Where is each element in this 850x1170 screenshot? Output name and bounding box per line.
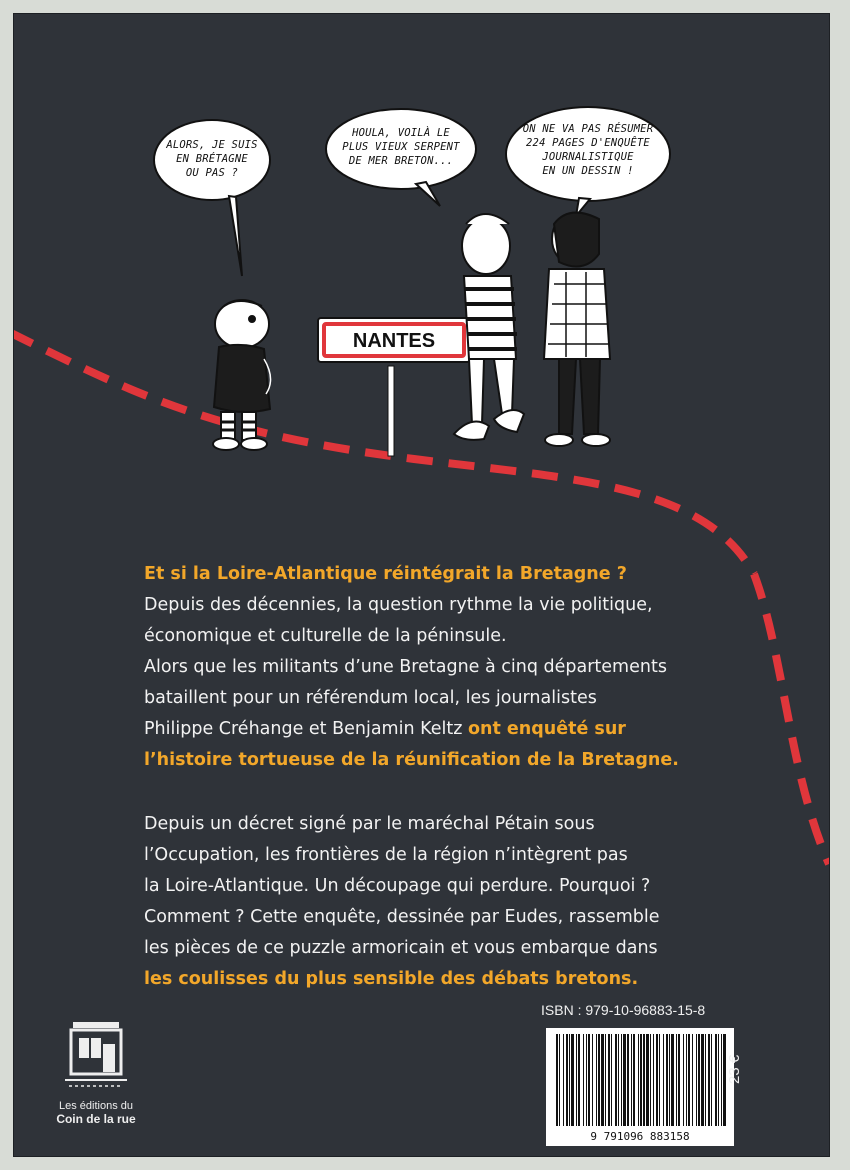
barcode-bar	[718, 1034, 719, 1126]
barcode-bar	[708, 1034, 710, 1126]
barcode-bar	[640, 1034, 642, 1126]
blurb-highlight: les coulisses du plus sensible des débats bretons.	[144, 969, 639, 989]
barcode-bar	[596, 1034, 597, 1126]
barcode-bar	[611, 1034, 612, 1126]
barcode-bar	[588, 1034, 590, 1126]
blurb-highlight: ont enquêté sur	[467, 719, 626, 739]
book-back-cover	[14, 14, 829, 1156]
blurb-highlight: l’histoire tortueuse de la réunification de la Bretagne.	[144, 750, 679, 770]
barcode-bar	[631, 1034, 632, 1126]
barcode-bar	[686, 1034, 687, 1126]
publisher-line-2: Coin de la rue	[56, 1112, 136, 1126]
barcode-bar	[576, 1034, 577, 1126]
blurb-line: Depuis des décennies, la question rythme la vie politique,	[144, 595, 653, 615]
barcode-bar	[643, 1034, 645, 1126]
barcode-bar	[592, 1034, 593, 1126]
barcode-bar	[627, 1034, 629, 1126]
barcode-bar	[586, 1034, 587, 1126]
publisher-logo	[36, 1014, 156, 1126]
bubble-right-line-2: 224 PAGES D'ENQUÊTE	[526, 137, 650, 149]
blurb-lead: Et si la Loire-Atlantique réintégrait la Bretagne ?	[144, 564, 627, 584]
barcode-bar	[692, 1034, 693, 1126]
barcode-bar	[671, 1034, 674, 1126]
bubble-right-line-4: EN UN DESSIN !	[542, 165, 634, 177]
barcode-bar	[701, 1034, 704, 1126]
barcode-bar	[646, 1034, 649, 1126]
barcode-bar	[583, 1034, 584, 1126]
dashed-border-line-lower	[14, 14, 829, 1156]
publisher-house-icon	[61, 1014, 131, 1092]
barcode-bar	[663, 1034, 664, 1126]
blurb-line: économique et culturelle de la péninsule.	[144, 626, 507, 646]
barcode-bar	[698, 1034, 700, 1126]
blurb-line: la Loire-Atlantique. Un découpage qui perdure. Pourquoi ?	[144, 876, 651, 896]
barcode-bar	[666, 1034, 668, 1126]
barcode-bar	[621, 1034, 622, 1126]
blurb-line: bataillent pour un référendum local, les journalistes	[144, 688, 597, 708]
bubble-right-line-1: ON NE VA PAS RÉSUMER	[522, 123, 654, 135]
barcode-bar	[650, 1034, 651, 1126]
barcode-bar	[618, 1034, 619, 1126]
barcode-bar	[705, 1034, 706, 1126]
bubble-middle-line-3: DE MER BRETON...	[348, 155, 454, 167]
bubble-left-line-2: EN BRÉTAGNE	[176, 153, 248, 165]
barcode-bar	[721, 1034, 722, 1126]
bubble-middle-line-2: PLUS VIEUX SERPENT	[342, 141, 460, 153]
barcode-bar	[623, 1034, 626, 1126]
barcode-bar	[566, 1034, 568, 1126]
barcode-bar	[608, 1034, 610, 1126]
barcode-bar	[656, 1034, 658, 1126]
barcode-bar	[669, 1034, 670, 1126]
barcode-bar	[559, 1034, 560, 1126]
barcode-bar	[598, 1034, 600, 1126]
bubble-left-line-1: ALORS, JE SUIS	[166, 139, 258, 151]
isbn-label: ISBN : 979-10-96883-15-8	[541, 1002, 706, 1018]
barcode-bar	[683, 1034, 684, 1126]
barcode-bar	[578, 1034, 580, 1126]
barcode-bar	[715, 1034, 717, 1126]
barcode-bar	[638, 1034, 639, 1126]
barcode-bar	[571, 1034, 574, 1126]
barcode-bar	[615, 1034, 617, 1126]
barcode-digits: 9 791096 883158	[590, 1130, 690, 1143]
blurb-line: les pièces de ce puzzle armoricain et vous embarque dans	[144, 938, 658, 958]
barcode-bar	[569, 1034, 570, 1126]
barcode-bar	[605, 1034, 606, 1126]
barcode-bar	[696, 1034, 697, 1126]
barcode	[546, 1028, 734, 1146]
bubble-left-line-3: OU PAS ?	[185, 167, 239, 179]
barcode-bar	[563, 1034, 564, 1126]
bubble-middle-line-1: HOULA, VOILÀ LE	[352, 127, 450, 139]
price-label: 23 €	[726, 1054, 743, 1084]
barcode-bar	[601, 1034, 604, 1126]
barcode-bar	[711, 1034, 712, 1126]
barcode-bar	[653, 1034, 654, 1126]
barcode-bar	[678, 1034, 680, 1126]
blurb-line: Depuis un décret signé par le maréchal Pétain sous	[144, 814, 595, 834]
barcode-bar	[688, 1034, 690, 1126]
barcode-bar	[633, 1034, 635, 1126]
barcode-bar	[676, 1034, 677, 1126]
blurb-line: Philippe Créhange et Benjamin Keltz	[144, 719, 468, 739]
barcode-bar	[659, 1034, 660, 1126]
publisher-line-1: Les éditions du	[59, 1100, 133, 1112]
blurb-line: Comment ? Cette enquête, dessinée par Eudes, rassemble	[144, 907, 660, 927]
bubble-right-line-3: JOURNALISTIQUE	[542, 151, 634, 163]
sign-text: NANTES	[352, 330, 436, 352]
blurb-line: Alors que les militants d’une Bretagne à cinq départements	[144, 657, 667, 677]
blurb-line: l’Occupation, les frontières de la région n’intègrent pas	[144, 845, 628, 865]
barcode-bar	[556, 1034, 558, 1126]
